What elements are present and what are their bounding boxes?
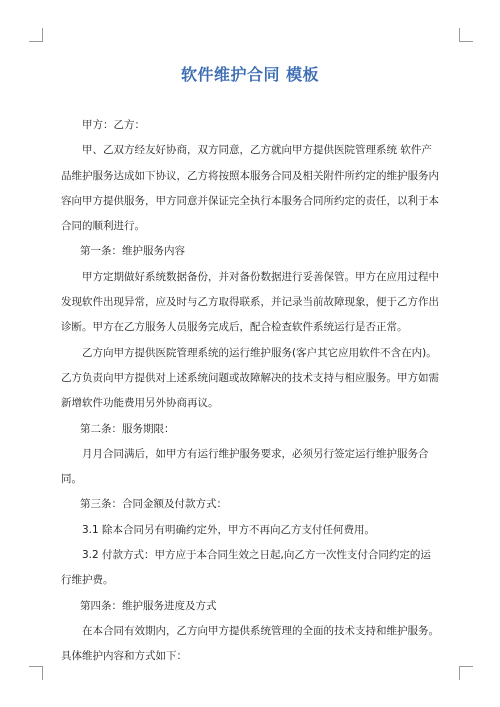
article-1-paragraph-1: 甲方定期做好系统数据备份，并对备份数据进行妥善保管。甲方在应用过程中发现软件出现异常，应及时与乙方取得联系，并记录当前故障现象，便于乙方作出诊断。甲方在乙方服务人员服务完成后，配合检查软件系统运行是否正常。 [61,270,439,334]
document-title: 软件维护合同 模板 [180,65,320,84]
article-1-heading: 第一条：维护服务内容 [80,245,185,258]
article-2-paragraph: 月月合同满后，如甲方有运行维护服务要求，必须另行签定运行维护服务合同。 [61,447,429,486]
crop-mark-top-right [459,28,473,42]
article-3-clause-1: 3.1 除本合同另有明确约定外，甲方不再向乙方支付任何费用。 [82,523,376,536]
article-3-heading: 第三条：合同金额及付款方式： [80,498,227,511]
party-line: 甲方：乙方： [82,119,145,131]
crop-mark-top-left [29,28,43,42]
intro-paragraph: 甲、乙双方经友好协商，双方同意，乙方就向甲方提供医院管理系统 软件产品维护服务达成如下协议，乙方将按照本服务合同及相关附件所约定的维护服务内容向甲方提供服务，甲方同意并保证完全执行本服务合同所约定的责任，以利于本合同的顺利进行。 [61,144,439,233]
article-3-clause-2: 3.2 付款方式：甲方应于本合同生效之日起,向乙方一次性支付合同约定的运行维护费。 [61,549,431,587]
document-body [61,113,439,670]
crop-mark-bottom-right [459,666,473,680]
article-4-heading: 第四条：维护服务进度及方式 [80,599,217,612]
article-2-heading: 第二条：服务期限： [80,422,175,435]
article-1-paragraph-2: 乙方向甲方提供医院管理系统的运行维护服务(客户其它应用软件不含在内)。乙方负责向甲方提供对上述系统问题或故障解决的技术支持与相应服务。甲方如需新增软件功能费用另外协商再议。 [61,346,439,410]
crop-mark-bottom-left [29,666,43,680]
article-4-paragraph: 在本合同有效期内，乙方向甲方提供系统管理的全面的技术支持和维护服务。具体维护内容和方式如下： [61,624,439,663]
